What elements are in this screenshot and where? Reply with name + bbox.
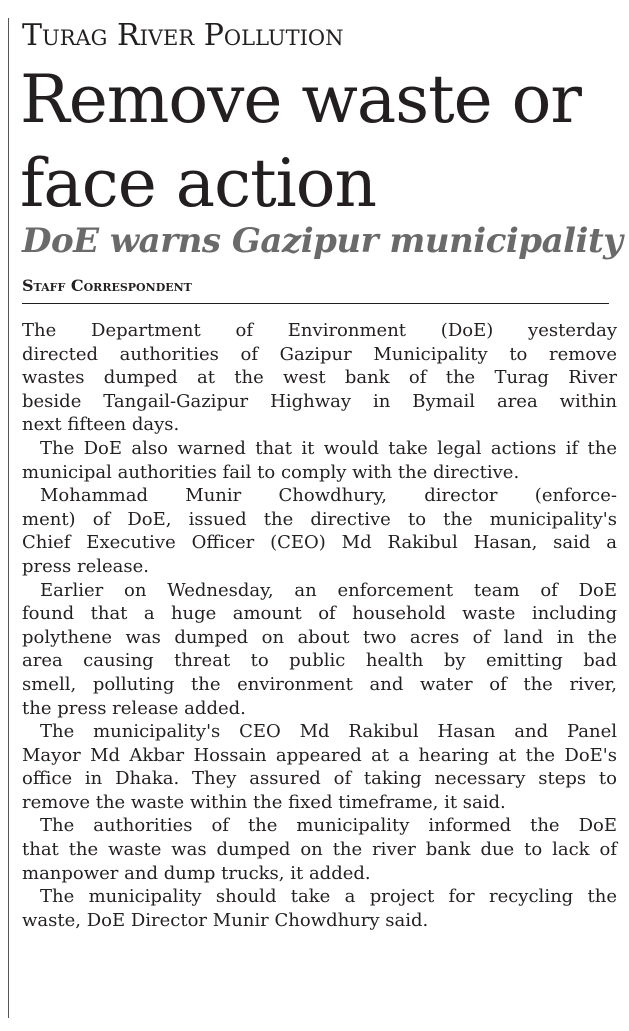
body-line: Mohammad Munir Chowdhury, director (enforce-: [40, 485, 617, 507]
body-line: found that a huge amount of household waste including: [22, 603, 617, 625]
body-line: next fifteen days.: [22, 414, 180, 436]
body-line: office in Dhaka. They assured of taking necessary steps to: [22, 768, 617, 790]
body-line: directed authorities of Gazipur Municipality to remove: [22, 343, 617, 365]
body-line: polythene was dumped on about two acres of land in the: [22, 626, 617, 648]
body-line: waste, DoE Director Munir Chowdhury said.: [22, 909, 429, 931]
body-line: Earlier on Wednesday, an enforcement team of DoE: [40, 579, 617, 601]
article-body: [22, 319, 617, 932]
body-line: wastes dumped at the west bank of the Turag River: [22, 367, 617, 389]
body-line: ment) of DoE, issued the directive to the municipality's: [22, 508, 617, 530]
body-line: area causing threat to public health by emitting bad: [22, 650, 617, 672]
body-line: municipal authorities fail to comply with the directive.: [22, 461, 520, 483]
kicker: Turag River Pollution: [22, 18, 344, 53]
headline: [20, 58, 625, 226]
body-line: The municipality should take a project for recycling the: [40, 886, 617, 908]
body-line: beside Tangail-Gazipur Highway in Bymail area within: [22, 390, 617, 412]
body-line: The authorities of the municipality informed the DoE: [40, 815, 617, 837]
body-line: The Department of Environment (DoE) yesterday: [22, 320, 617, 341]
body-line: the press release added.: [22, 697, 246, 719]
body-line: The DoE also warned that it would take legal actions if the: [40, 437, 617, 459]
byline: Staff Correspondent: [22, 276, 192, 295]
column-rule: [8, 18, 9, 1018]
body-line: remove the waste within the fixed timeframe, it said.: [22, 791, 506, 813]
headline-line: face action: [20, 145, 376, 222]
body-line: Chief Executive Officer (CEO) Md Rakibul Hasan, said a: [22, 532, 617, 554]
body-line: Mayor Md Akbar Hossain appeared at a hearing at the DoE's: [22, 744, 617, 766]
body-line: manpower and dump trucks, it added.: [22, 862, 371, 884]
body-line: The municipality's CEO Md Rakibul Hasan and Panel: [40, 721, 617, 743]
subheadline: DoE warns Gazipur municipality: [22, 221, 623, 261]
body-line: press release.: [22, 555, 149, 577]
body-line: that the waste was dumped on the river bank due to lack of: [22, 839, 617, 861]
headline-line: Remove waste or: [20, 61, 581, 138]
body-line: smell, polluting the environment and water of the river,: [22, 673, 617, 695]
byline-divider: [22, 303, 609, 304]
